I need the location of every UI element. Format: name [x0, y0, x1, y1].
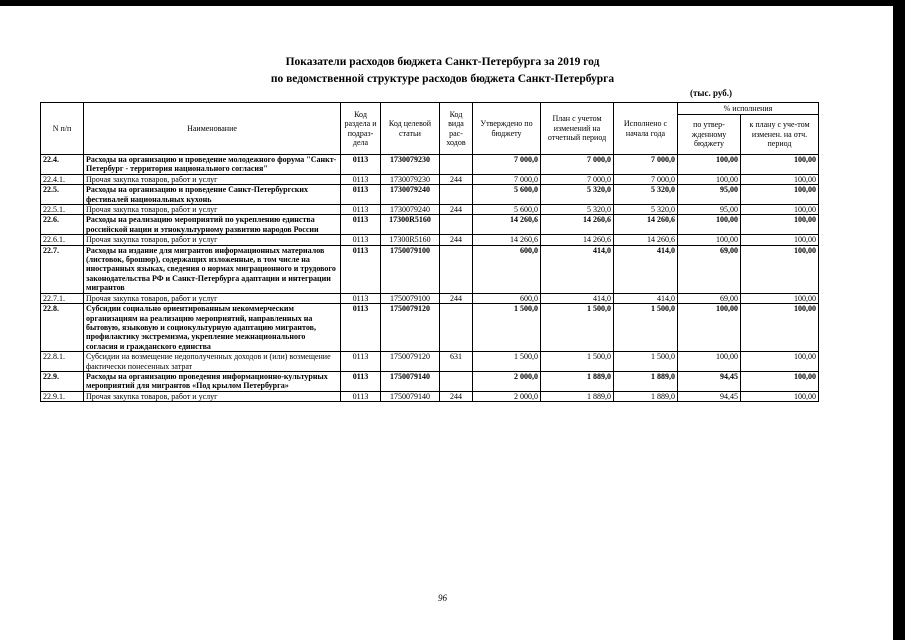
- cell-executed: 7 000,0: [614, 174, 678, 184]
- cell-approved: 1 500,0: [473, 304, 541, 352]
- cell-num: 22.7.: [41, 245, 84, 293]
- scan-top-border: [0, 0, 905, 6]
- cell-section: 0113: [341, 215, 381, 235]
- cell-executed: 14 260,6: [614, 215, 678, 235]
- cell-approved: 600,0: [473, 245, 541, 293]
- cell-target: 1750079120: [381, 304, 440, 352]
- cell-target: 1730079230: [381, 174, 440, 184]
- cell-kind: 244: [440, 174, 473, 184]
- cell-pct-plan: 100,00: [741, 155, 819, 175]
- cell-approved: 2 000,0: [473, 391, 541, 401]
- table-row: [41, 304, 819, 352]
- cell-target: 1750079100: [381, 245, 440, 293]
- cell-name: Субсидии социально ориентированным некоммерческим организациям на реализацию мероприятий, направленных на бытовую, языковую и социокультурную адаптацию мигрантов, профилактику экстремизма, укрепление межнационального согласия и гражданского единства: [84, 304, 341, 352]
- cell-plan: 414,0: [541, 245, 614, 293]
- cell-name: Расходы на организацию и проведение Санкт-Петербургских фестивалей национальных кухонь: [84, 185, 341, 205]
- cell-plan: 1 889,0: [541, 371, 614, 391]
- units-label: (тыс. руб.): [690, 88, 732, 98]
- cell-pct-budget: 94,45: [678, 391, 741, 401]
- cell-name: Расходы на реализацию мероприятий по укреплению единства российской нации и этнокультурному развитию народов России: [84, 215, 341, 235]
- cell-pct-budget: 95,00: [678, 185, 741, 205]
- cell-plan: 7 000,0: [541, 174, 614, 184]
- cell-section: 0113: [341, 371, 381, 391]
- expenses-table: [40, 102, 819, 402]
- cell-plan: 5 320,0: [541, 185, 614, 205]
- cell-approved: 14 260,6: [473, 235, 541, 245]
- table-row: [41, 174, 819, 184]
- table-row: [41, 155, 819, 175]
- cell-plan: 414,0: [541, 293, 614, 303]
- cell-pct-budget: 100,00: [678, 352, 741, 372]
- cell-section: 0113: [341, 174, 381, 184]
- cell-pct-budget: 100,00: [678, 235, 741, 245]
- cell-section: 0113: [341, 155, 381, 175]
- cell-num: 22.5.: [41, 185, 84, 205]
- cell-pct-plan: 100,00: [741, 215, 819, 235]
- page-subtitle: по ведомственной структуре расходов бюджета Санкт-Петербурга: [270, 73, 615, 85]
- cell-target: 1750079100: [381, 293, 440, 303]
- scan-right-border: [893, 0, 905, 640]
- cell-plan: 5 320,0: [541, 205, 614, 215]
- table-row: [41, 185, 819, 205]
- cell-pct-budget: 100,00: [678, 174, 741, 184]
- cell-section: 0113: [341, 245, 381, 293]
- cell-executed: 14 260,6: [614, 235, 678, 245]
- table-row: [41, 215, 819, 235]
- header-kind: Код вида рас-ходов: [440, 103, 473, 155]
- header-plan: План с учетом изменений на отчетный период: [541, 103, 614, 155]
- header-section: Код раздела и подраз-дела: [341, 103, 381, 155]
- table-row: [41, 371, 819, 391]
- cell-section: 0113: [341, 304, 381, 352]
- cell-executed: 5 320,0: [614, 185, 678, 205]
- cell-name: Прочая закупка товаров, работ и услуг: [84, 174, 341, 184]
- cell-name: Прочая закупка товаров, работ и услуг: [84, 391, 341, 401]
- cell-kind: 244: [440, 235, 473, 245]
- cell-executed: 1 500,0: [614, 352, 678, 372]
- cell-pct-budget: 69,00: [678, 293, 741, 303]
- page-title: Показатели расходов бюджета Санкт-Петербурга за 2019 год: [285, 56, 600, 68]
- cell-kind: [440, 245, 473, 293]
- cell-kind: 631: [440, 352, 473, 372]
- cell-pct-budget: 100,00: [678, 155, 741, 175]
- cell-target: 1730079240: [381, 205, 440, 215]
- cell-name: Прочая закупка товаров, работ и услуг: [84, 293, 341, 303]
- cell-approved: 14 260,6: [473, 215, 541, 235]
- cell-plan: 14 260,6: [541, 215, 614, 235]
- cell-pct-plan: 100,00: [741, 293, 819, 303]
- cell-target: 17300R5160: [381, 235, 440, 245]
- cell-num: 22.5.1.: [41, 205, 84, 215]
- cell-kind: [440, 155, 473, 175]
- cell-executed: 5 320,0: [614, 205, 678, 215]
- cell-approved: 7 000,0: [473, 155, 541, 175]
- cell-num: 22.6.: [41, 215, 84, 235]
- cell-pct-plan: 100,00: [741, 174, 819, 184]
- cell-kind: [440, 304, 473, 352]
- cell-section: 0113: [341, 391, 381, 401]
- cell-kind: [440, 371, 473, 391]
- header-pct-group: % исполнения: [678, 103, 819, 115]
- cell-name: Расходы на издание для мигрантов информационных материалов (листовок, брошюр), содержащих изложенные, в том числе на иностранных языках, сведения о нормах миграционного и трудового законодательства РФ и Санкт-Петербурга адаптации и интеграции мигрантов: [84, 245, 341, 293]
- cell-section: 0113: [341, 205, 381, 215]
- cell-section: 0113: [341, 185, 381, 205]
- cell-executed: 1 500,0: [614, 304, 678, 352]
- cell-executed: 414,0: [614, 245, 678, 293]
- cell-kind: [440, 185, 473, 205]
- cell-pct-budget: 94,45: [678, 371, 741, 391]
- cell-executed: 1 889,0: [614, 391, 678, 401]
- cell-num: 22.8.1.: [41, 352, 84, 372]
- header-executed: Исполнено с начала года: [614, 103, 678, 155]
- cell-kind: 244: [440, 293, 473, 303]
- cell-num: 22.6.1.: [41, 235, 84, 245]
- cell-num: 22.9.1.: [41, 391, 84, 401]
- page-number: 96: [438, 593, 447, 603]
- table-row: [41, 293, 819, 303]
- table-body: [41, 155, 819, 402]
- cell-pct-plan: 100,00: [741, 304, 819, 352]
- cell-approved: 1 500,0: [473, 352, 541, 372]
- cell-target: 1730079230: [381, 155, 440, 175]
- cell-pct-budget: 100,00: [678, 215, 741, 235]
- cell-pct-budget: 95,00: [678, 205, 741, 215]
- cell-executed: 7 000,0: [614, 155, 678, 175]
- table-row: [41, 235, 819, 245]
- cell-plan: 14 260,6: [541, 235, 614, 245]
- header-target: Код целевой статьи: [381, 103, 440, 155]
- cell-target: 1750079140: [381, 391, 440, 401]
- cell-approved: 2 000,0: [473, 371, 541, 391]
- cell-target: 1750079140: [381, 371, 440, 391]
- cell-pct-plan: 100,00: [741, 235, 819, 245]
- cell-kind: [440, 215, 473, 235]
- cell-plan: 1 500,0: [541, 352, 614, 372]
- header-approved: Утверждено по бюджету: [473, 103, 541, 155]
- cell-target: 1730079240: [381, 185, 440, 205]
- cell-pct-plan: 100,00: [741, 371, 819, 391]
- cell-pct-budget: 69,00: [678, 245, 741, 293]
- header-pct-plan: к плану с уче-том изменен. на отч. период: [741, 115, 819, 155]
- cell-target: 17300R5160: [381, 215, 440, 235]
- cell-section: 0113: [341, 235, 381, 245]
- cell-approved: 600,0: [473, 293, 541, 303]
- cell-approved: 5 600,0: [473, 185, 541, 205]
- table-row: [41, 352, 819, 372]
- cell-approved: 7 000,0: [473, 174, 541, 184]
- cell-pct-budget: 100,00: [678, 304, 741, 352]
- table-row: [41, 205, 819, 215]
- cell-executed: 1 889,0: [614, 371, 678, 391]
- header-name: Наименование: [84, 103, 341, 155]
- cell-num: 22.4.: [41, 155, 84, 175]
- cell-plan: 7 000,0: [541, 155, 614, 175]
- cell-kind: 244: [440, 205, 473, 215]
- cell-kind: 244: [440, 391, 473, 401]
- cell-section: 0113: [341, 293, 381, 303]
- cell-name: Прочая закупка товаров, работ и услуг: [84, 205, 341, 215]
- cell-pct-plan: 100,00: [741, 205, 819, 215]
- cell-executed: 414,0: [614, 293, 678, 303]
- cell-name: Расходы на организацию проведения информационно-культурных мероприятий для мигрантов «Под крылом Петербурга»: [84, 371, 341, 391]
- cell-plan: 1 500,0: [541, 304, 614, 352]
- cell-name: Прочая закупка товаров, работ и услуг: [84, 235, 341, 245]
- header-pct-budget: по утвер-жденному бюджету: [678, 115, 741, 155]
- cell-name: Расходы на организацию и проведение молодежного форума "Санкт-Петербург - территория национального согласия": [84, 155, 341, 175]
- cell-plan: 1 889,0: [541, 391, 614, 401]
- cell-pct-plan: 100,00: [741, 245, 819, 293]
- cell-pct-plan: 100,00: [741, 352, 819, 372]
- table-row: [41, 245, 819, 293]
- cell-section: 0113: [341, 352, 381, 372]
- cell-name: Субсидии на возмещение недополученных доходов и (или) возмещение фактически понесенных затрат: [84, 352, 341, 372]
- cell-pct-plan: 100,00: [741, 185, 819, 205]
- cell-num: 22.9.: [41, 371, 84, 391]
- cell-num: 22.4.1.: [41, 174, 84, 184]
- cell-target: 1750079120: [381, 352, 440, 372]
- cell-approved: 5 600,0: [473, 205, 541, 215]
- cell-num: 22.7.1.: [41, 293, 84, 303]
- cell-num: 22.8.: [41, 304, 84, 352]
- table-row: [41, 391, 819, 401]
- header-num: N п/п: [41, 103, 84, 155]
- cell-pct-plan: 100,00: [741, 391, 819, 401]
